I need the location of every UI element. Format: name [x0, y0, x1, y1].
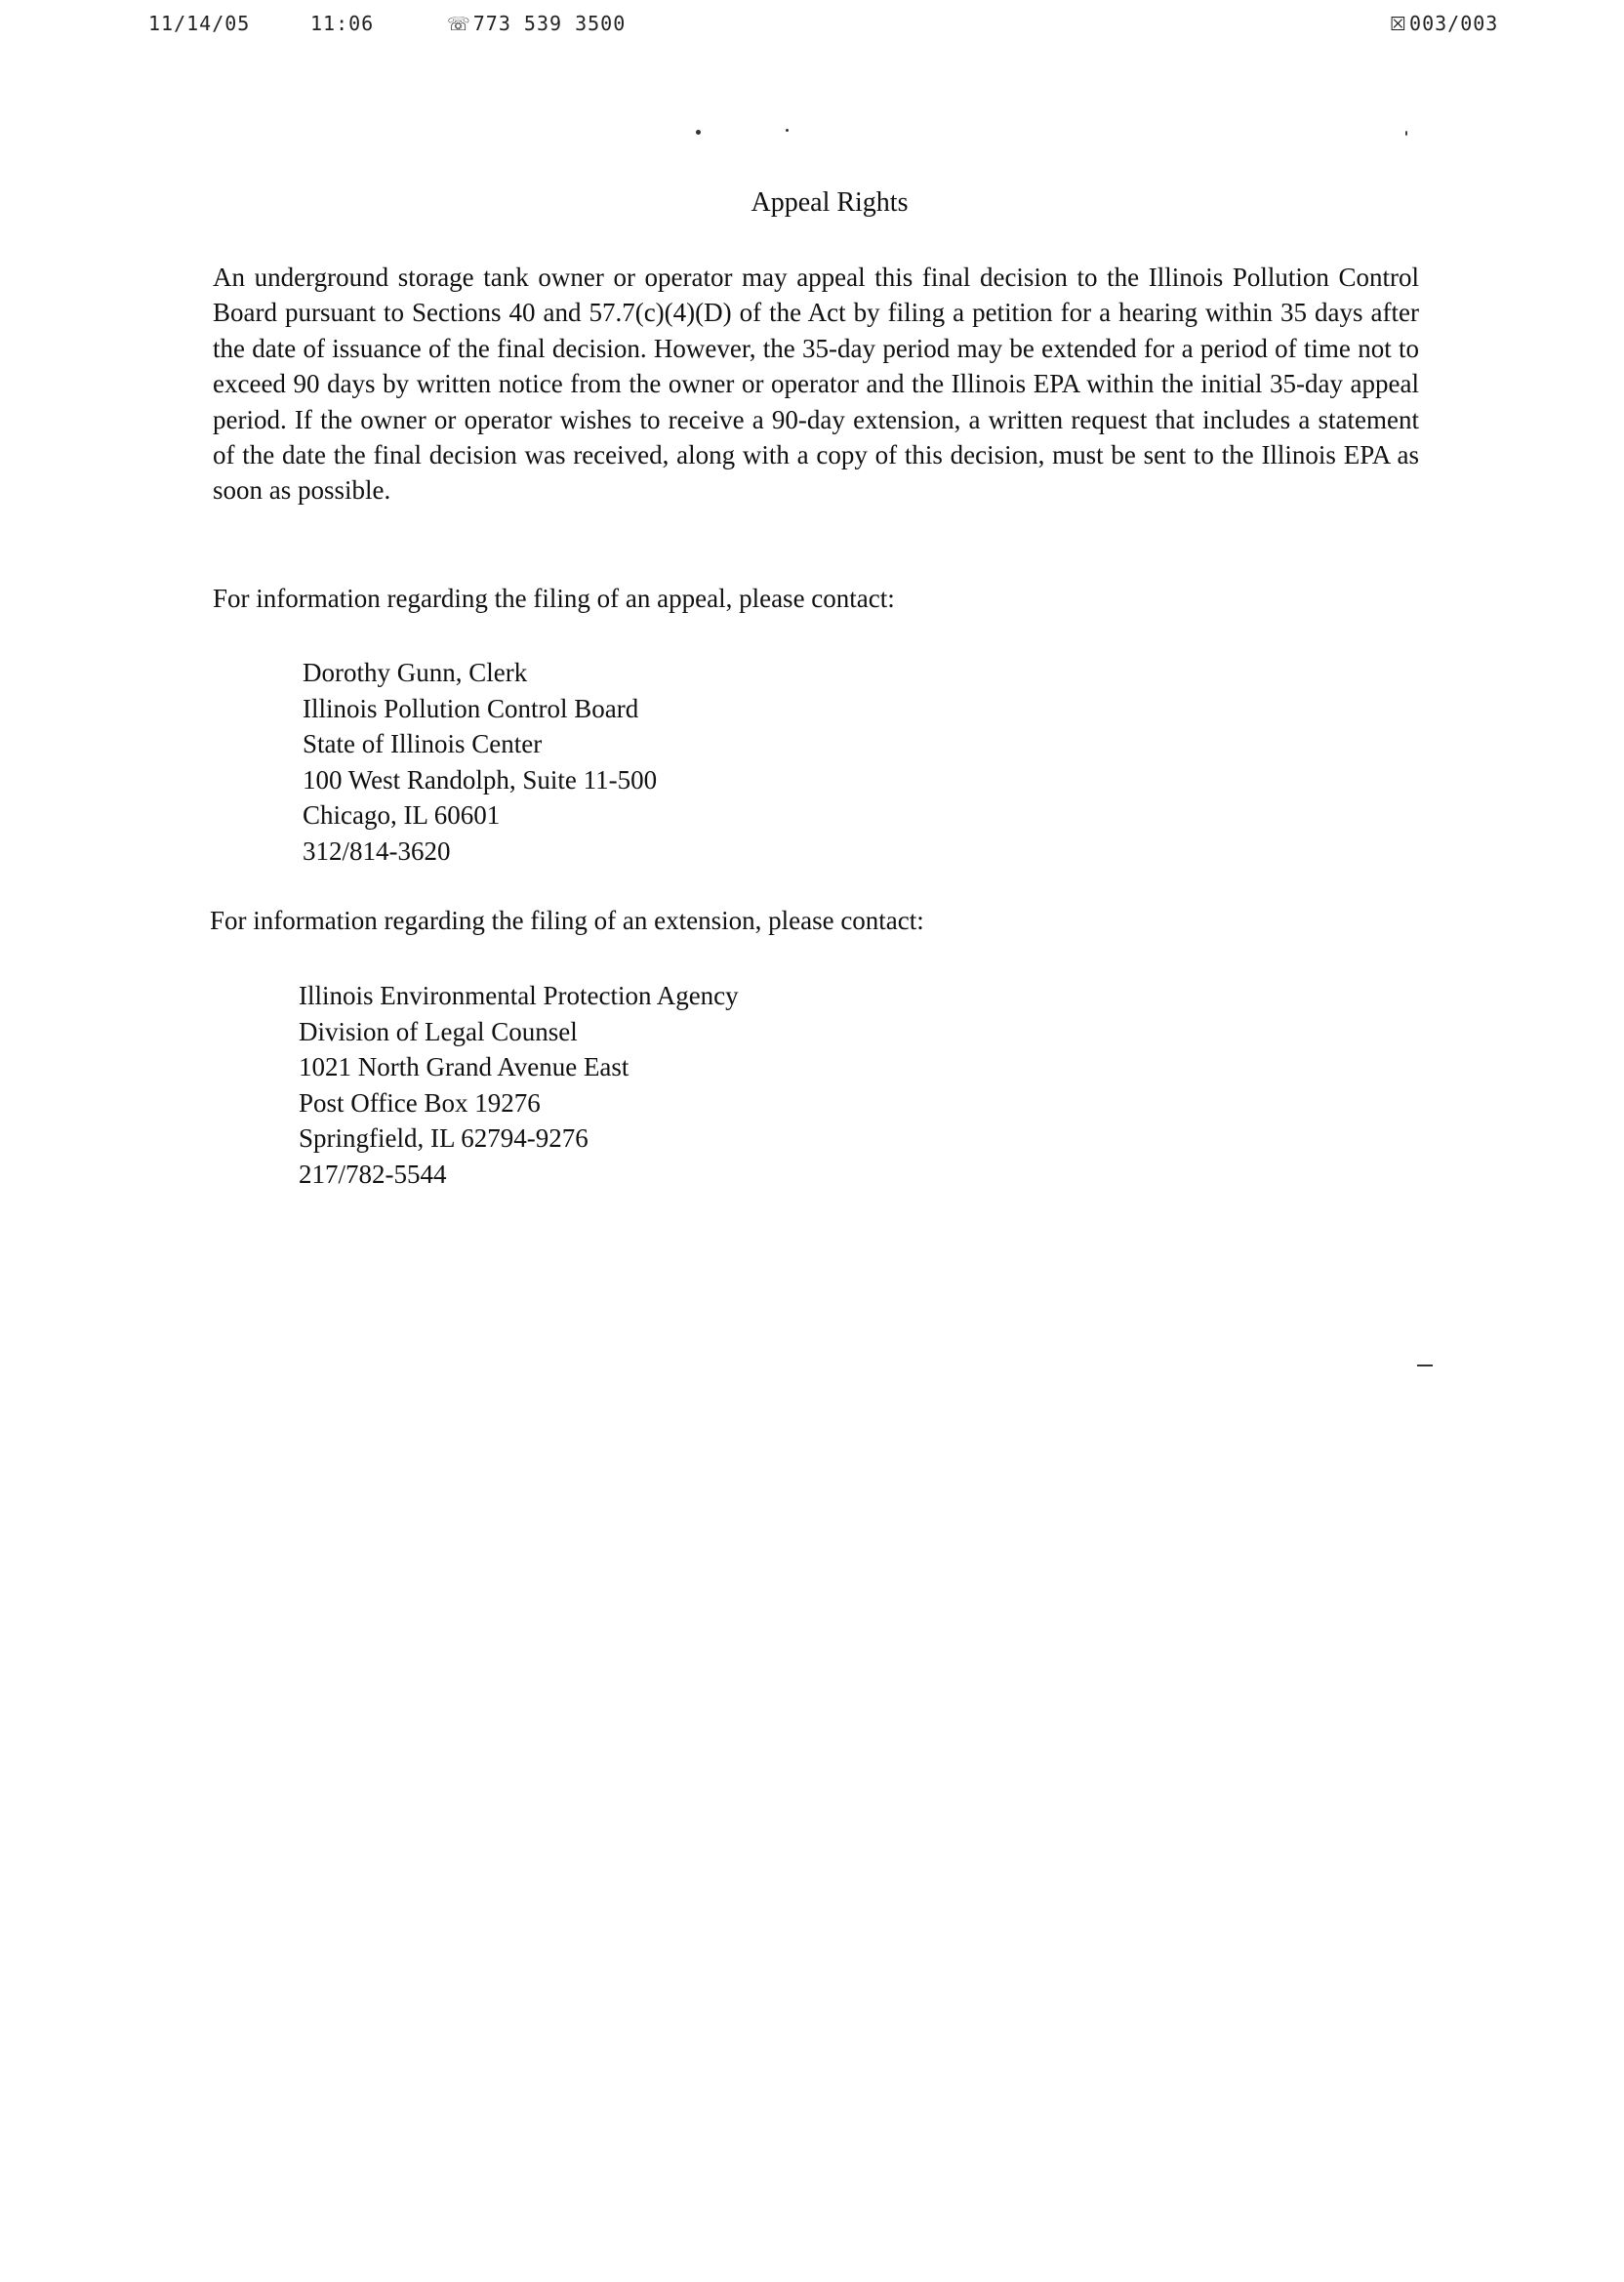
appeal-rights-paragraph: An underground storage tank owner or operator may appeal this final decision to the Illinois Pollution Control Board pursuant to Sections 40 and 57.7(c)(4)(D) of the Act by filing a petition for a hearing within 35 days after the date of issuance of the final decision. However, the 35-day period may be extended for a period of time not to exceed 90 days by written notice from the owner or operator and the Illinois EPA within the initial 35-day appeal period. If the owner or operator wishes to receive a 90-day extension, a written request that includes a statement of the date the final decision was received, along with a copy of this decision, must be sent to the Illinois EPA as soon as possible. — [213, 263, 1419, 506]
address-line: 217/782-5544 — [299, 1159, 447, 1189]
address-line: 312/814-3620 — [303, 835, 451, 866]
scan-speck — [786, 129, 789, 132]
extension-contact-address — [299, 978, 739, 1193]
appeal-contact-prompt: For information regarding the filing of an appeal, please contact: — [213, 584, 895, 613]
address-line: Illinois Environmental Protection Agency — [299, 981, 739, 1010]
address-line: Division of Legal Counsel — [299, 1016, 578, 1046]
address-line: Springfield, IL 62794-9276 — [299, 1123, 589, 1154]
address-line: Illinois Pollution Control Board — [303, 693, 639, 723]
address-line: Dorothy Gunn, Clerk — [303, 658, 528, 687]
fax-date: 11/14/05 — [148, 12, 251, 35]
address-line: 100 West Randolph, Suite 11-500 — [303, 764, 658, 795]
scan-speck — [1417, 1365, 1433, 1366]
fax-page-number: 003/003 — [1409, 12, 1499, 35]
address-line: 1021 North Grand Avenue East — [299, 1052, 629, 1082]
address-line: Chicago, IL 60601 — [303, 800, 501, 831]
fax-page-counter — [1390, 12, 1498, 35]
fax-phone — [447, 12, 626, 35]
appeal-contact-address — [303, 655, 657, 870]
fax-phone-number: 773 539 3500 — [472, 12, 627, 35]
address-line: Post Office Box 19276 — [299, 1087, 541, 1118]
extension-contact-prompt: For information regarding the filing of an extension, please contact: — [210, 906, 924, 935]
telephone-icon: ☏ — [447, 14, 471, 35]
page-title: Appeal Rights — [751, 187, 909, 218]
fax-time: 11:06 — [310, 12, 375, 35]
scan-speck — [1405, 131, 1407, 136]
scan-speck — [696, 130, 701, 135]
fax-header — [0, 12, 1624, 41]
address-line: State of Illinois Center — [303, 729, 543, 759]
fax-page-icon: ☒ — [1390, 14, 1408, 35]
